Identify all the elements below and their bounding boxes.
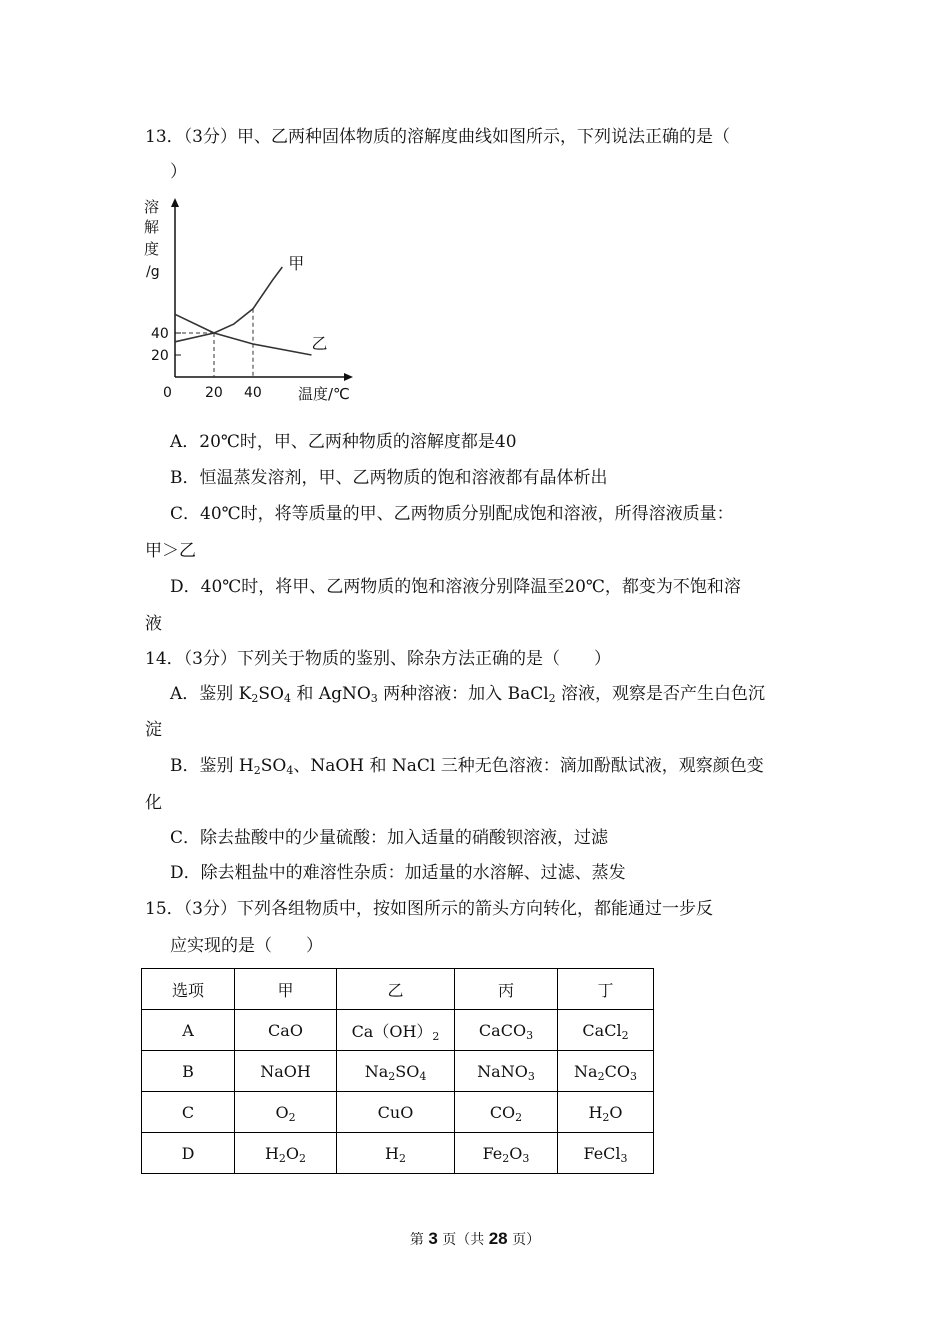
q13-option-c: C．40℃时，将等质量的甲、乙两物质分别配成饱和溶液，所得溶液质量： bbox=[170, 504, 734, 524]
q13-option-a: A．20℃时，甲、乙两种物质的溶解度都是40 bbox=[170, 432, 517, 452]
table-header-cell: 选项 bbox=[142, 969, 235, 1010]
table-cell: $Na_2CO_3$ bbox=[558, 1051, 654, 1092]
table-cell: $H_2O$ bbox=[558, 1092, 654, 1133]
q15-stem: 15．（3分）下列各组物质中，按如图所示的箭头方向转化，都能通过一步反 bbox=[145, 899, 713, 919]
solubility-chart bbox=[140, 192, 380, 412]
y-label-char: 度 bbox=[144, 240, 160, 258]
table-cell: A bbox=[142, 1010, 235, 1051]
q14-stem: 14．（3分）下列关于物质的鉴别、除杂方法正确的是（ ） bbox=[145, 649, 611, 669]
series-label: 乙 bbox=[311, 334, 328, 353]
table-row bbox=[142, 1133, 654, 1174]
q13-option-d-cont: 液 bbox=[145, 614, 162, 634]
y-tick-label: 40 bbox=[151, 326, 169, 342]
table-cell: $H_2O_2$ bbox=[235, 1133, 337, 1174]
y-tick-label: 20 bbox=[151, 348, 169, 364]
table-cell: NaNO$_3$ bbox=[455, 1051, 558, 1092]
table-header-cell: 丁 bbox=[558, 969, 654, 1010]
q13-stem-close: ） bbox=[170, 162, 187, 182]
q13-option-d: D．40℃时，将甲、乙两物质的饱和溶液分别降温至20℃，都变为不饱和溶 bbox=[170, 577, 741, 597]
q14-option-a: A．鉴别 $K_2SO_4$ 和 AgNO$_3$ 两种溶液：加入 BaCl$_2$ 溶液，观察是否产生白色沉 bbox=[170, 684, 766, 705]
table-cell: D bbox=[142, 1133, 235, 1174]
table-cell: $O_2$ bbox=[235, 1092, 337, 1133]
table-row bbox=[142, 1051, 654, 1092]
x-tick-label: 0 bbox=[163, 385, 172, 401]
table-cell: $Na_2SO_4$ bbox=[337, 1051, 455, 1092]
table-header-row bbox=[142, 969, 654, 1010]
page-footer: 第 3 页（共 28 页） bbox=[409, 1229, 541, 1248]
table-cell: $H_2$ bbox=[337, 1133, 455, 1174]
series-label: 甲 bbox=[288, 254, 305, 273]
q13-option-c-cont: 甲＞乙 bbox=[145, 541, 196, 561]
table-cell: $Ca(OH)_2$ bbox=[337, 1010, 455, 1051]
q14-option-b-cont: 化 bbox=[145, 793, 162, 813]
q13-option-b: B．恒温蒸发溶剂，甲、乙两物质的饱和溶液都有晶体析出 bbox=[170, 468, 608, 488]
q14-option-b: B．鉴别 $H_2SO_4$、NaOH 和 NaCl 三种无色溶液：滴加酚酞试液，观察颜色变 bbox=[170, 756, 764, 777]
series-line-yi bbox=[175, 314, 312, 355]
y-label-char: 解 bbox=[144, 218, 160, 236]
table-row bbox=[142, 1010, 654, 1051]
q14-option-d: D．除去粗盐中的难溶性杂质：加适量的水溶解、过滤、蒸发 bbox=[170, 863, 626, 883]
table-header-cell: 丙 bbox=[455, 969, 558, 1010]
table-header-cell: 乙 bbox=[337, 969, 455, 1010]
series-line-jia bbox=[175, 267, 282, 342]
table-cell: CaCO$_3$ bbox=[455, 1010, 558, 1051]
table-cell: CuO bbox=[337, 1092, 455, 1133]
y-label-char: 溶 bbox=[144, 198, 160, 216]
y-label-char: /g bbox=[146, 264, 160, 280]
q14-option-a-cont: 淀 bbox=[145, 720, 162, 740]
table-cell: NaOH bbox=[235, 1051, 337, 1092]
x-axis-arrow bbox=[344, 373, 353, 381]
x-tick-label: 40 bbox=[244, 385, 262, 401]
table-cell: $CO_2$ bbox=[455, 1092, 558, 1133]
x-axis-label: 温度/℃ bbox=[298, 385, 350, 403]
table-cell: C bbox=[142, 1092, 235, 1133]
table-cell: B bbox=[142, 1051, 235, 1092]
page-number: 3 bbox=[428, 1229, 438, 1248]
table-cell: $Fe_2O_3$ bbox=[455, 1133, 558, 1174]
y-axis-arrow bbox=[171, 198, 179, 207]
answer-table bbox=[141, 968, 654, 1174]
x-tick-label: 20 bbox=[205, 385, 223, 401]
q15-stem-cont: 应实现的是（ ） bbox=[170, 936, 323, 956]
page-total: 28 bbox=[488, 1229, 508, 1248]
table-cell: CaCl$_2$ bbox=[558, 1010, 654, 1051]
q13-stem: 13．（3分）甲、乙两种固体物质的溶解度曲线如图所示，下列说法正确的是（ bbox=[145, 127, 730, 147]
table-header-cell: 甲 bbox=[235, 969, 337, 1010]
q14-option-c: C．除去盐酸中的少量硫酸：加入适量的硝酸钡溶液，过滤 bbox=[170, 828, 609, 848]
table-row bbox=[142, 1092, 654, 1133]
table-cell: FeCl$_3$ bbox=[558, 1133, 654, 1174]
table-cell: CaO bbox=[235, 1010, 337, 1051]
